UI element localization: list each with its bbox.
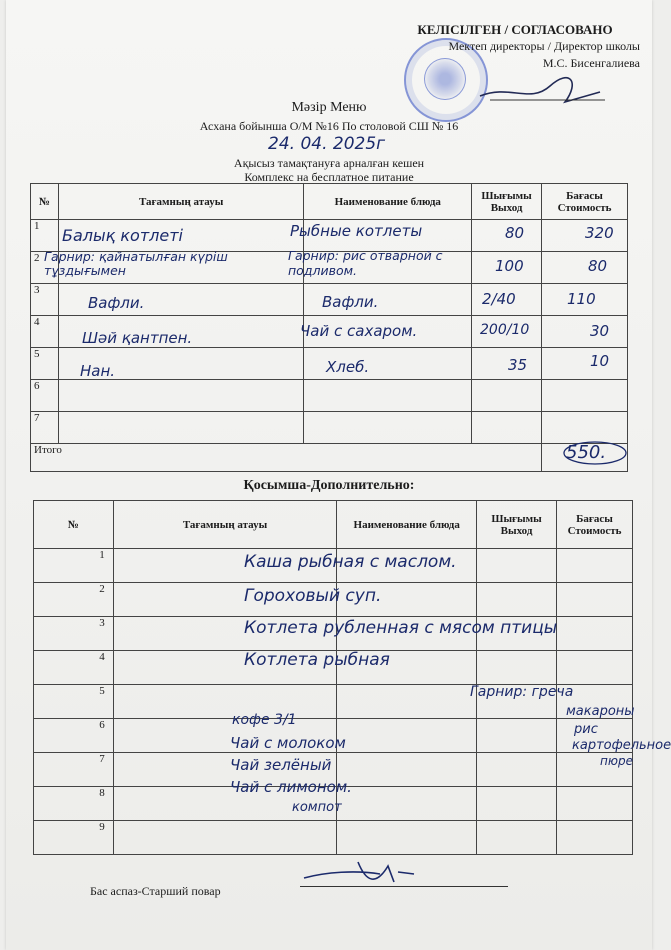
table-row: 4 (34, 651, 633, 685)
row5-name-ru: Хлеб. (326, 358, 370, 376)
col-header-number: № (31, 184, 59, 220)
additional-item-4: Котлета рыбная (244, 650, 390, 670)
col-header-name-ru: Наименование блюда (337, 501, 477, 549)
table-row: 2 (31, 252, 628, 284)
approval-heading: КЕЛІСІЛГЕН / СОГЛАСОВАНО (417, 22, 613, 37)
table-row: 5 (34, 685, 633, 719)
table-row: 7 (34, 753, 633, 787)
drink-line-4: Чай с лимоном. (230, 778, 352, 796)
row4-output: 200/10 (480, 322, 530, 338)
garnish-line-4: картофельное (572, 738, 671, 753)
complex-ru: Комплекс на бесплатное питание (244, 170, 414, 184)
menu-title: Мәзір Меню (291, 100, 367, 115)
row1-output: 80 (505, 224, 525, 242)
table-row: 1 (31, 220, 628, 252)
col-header-output: Шығымы Выход (472, 184, 542, 220)
row1-name-kz: Балық котлеті (62, 226, 183, 245)
table-row: 7 (31, 412, 628, 444)
col-header-number: № (34, 501, 114, 549)
row4-price: 30 (590, 322, 610, 340)
table-row: 6 (34, 719, 633, 753)
row5-price: 10 (590, 352, 610, 370)
row2-price: 80 (588, 257, 608, 275)
col-header-price: Бағасы Стоимость (542, 184, 628, 220)
table-row: 8 (34, 787, 633, 821)
row5-output: 35 (508, 356, 528, 374)
garnish-line-1: Гарнир: греча (470, 684, 574, 700)
total-value: 550. (566, 442, 607, 463)
canteen-line: Асхана бойынша О/М №16 По столовой СШ № 16 (199, 119, 459, 133)
row2-name-kz: Гарнир: қайнатылған күріш тұздығымен (44, 249, 228, 278)
col-header-output: Шығымы Выход (477, 501, 557, 549)
table-row: 3 (34, 617, 633, 651)
row2-name-ru: Гарнир: рис отварной с подливом. (288, 248, 443, 278)
row1-name-ru: Рыбные котлеты (290, 222, 423, 240)
row4-name-kz: Шәй қантпен. (82, 329, 193, 347)
total-label: Итого (31, 444, 542, 472)
additional-heading: Қосымша-Дополнительно: (243, 478, 415, 493)
garnish-line-2: макароны (566, 704, 635, 719)
approval-block (370, 21, 640, 72)
row4-name-ru: Чай с сахаром. (300, 322, 418, 340)
chef-signature (296, 852, 426, 892)
additional-item-1: Каша рыбная с маслом. (244, 552, 457, 572)
table-row: 2 (34, 583, 633, 617)
table-row: 4 (31, 316, 628, 348)
approval-name: М.С. Бисенгалиева (542, 56, 640, 70)
drink-line-5: компот (292, 800, 342, 815)
garnish-line-3: рис (574, 722, 598, 737)
table-row: 5 (31, 348, 628, 380)
chef-label: Бас аспаз-Старший повар (90, 884, 221, 898)
menu-date: 24. 04. 2025г (268, 134, 386, 154)
row3-name-kz: Вафли. (88, 294, 145, 312)
table-row: 3 (31, 284, 628, 316)
approval-position: Мектеп директоры / Директор школы (448, 39, 640, 53)
total-circle (562, 440, 628, 466)
col-header-name-kz: Тағамның атауы (58, 184, 303, 220)
additional-item-3: Котлета рубленная с мясом птицы (244, 618, 558, 638)
drink-line-3: Чай зелёный (230, 756, 332, 774)
drink-line-2: Чай с молоком (230, 734, 346, 752)
drink-line-1: кофе 3/1 (232, 712, 297, 728)
table-row: 6 (31, 380, 628, 412)
complex-kz: Ақысыз тамақтануға арналған кешен (233, 156, 425, 170)
row1-price: 320 (585, 224, 614, 242)
col-header-price: Бағасы Стоимость (557, 501, 633, 549)
total-row (31, 444, 628, 472)
row3-output: 2/40 (482, 290, 516, 308)
table-row: 9 (34, 821, 633, 855)
row3-price: 110 (567, 290, 596, 308)
row3-name-ru: Вафли. (322, 293, 379, 311)
garnish-line-5: пюре (600, 754, 633, 768)
table-row: 1 (34, 549, 633, 583)
col-header-name-kz: Тағамның атауы (113, 501, 336, 549)
col-header-name-ru: Наименование блюда (304, 184, 472, 220)
row5-name-kz: Нан. (80, 362, 116, 380)
row2-output: 100 (495, 257, 524, 275)
additional-item-2: Гороховый суп. (244, 586, 382, 606)
